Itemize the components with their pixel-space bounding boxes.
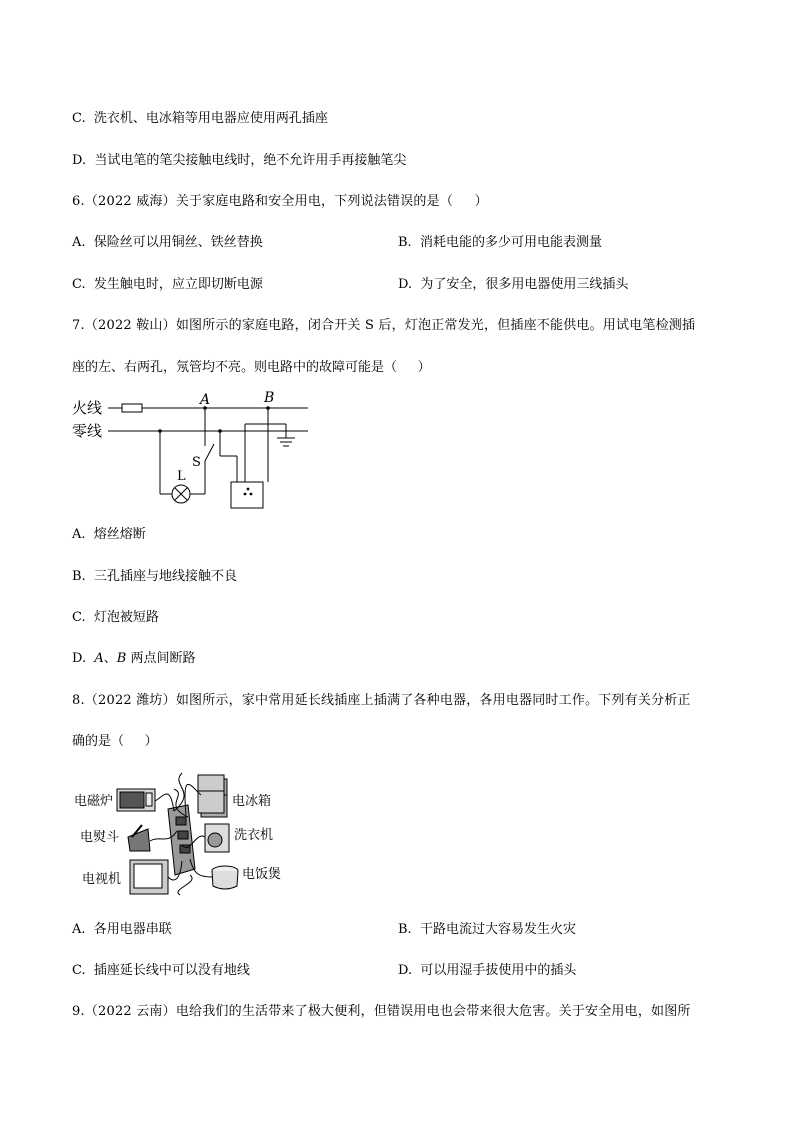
iron-icon: [128, 825, 150, 851]
switch-icon: [205, 444, 214, 461]
q7-stem-line2: 座的左、右两孔，氖管均不亮。则电路中的故障可能是（ ）: [72, 360, 431, 375]
tv-icon: [130, 860, 168, 894]
q7-option-d-prefix: D.: [72, 651, 95, 666]
q7-stem-line1: 7.（2022 鞍山）如图所示的家庭电路，闭合开关 S 后，灯泡正常发光，但插座不能供电。用试电笔检测插: [72, 318, 696, 333]
prev-option-d: D. 当试电笔的笔尖接触电线时，绝不允许用手再接触笔尖: [72, 153, 407, 168]
q6-option-c: C. 发生触电时，应立即切断电源: [72, 277, 263, 292]
point-a-label: A: [200, 392, 211, 408]
fuse-icon: [122, 404, 142, 412]
q7-option-c: C. 灯泡被短路: [72, 610, 159, 625]
q6-option-b: B. 消耗电能的多少可用电能表测量: [398, 235, 602, 250]
fridge-label: 电冰箱: [232, 794, 272, 809]
lamp-label: L: [177, 469, 186, 484]
tv-label: 电视机: [82, 872, 122, 887]
washing-machine-label: 洗衣机: [234, 828, 274, 843]
q7-option-b: B. 三孔插座与地线接触不良: [72, 569, 237, 584]
q7-option-d-point-b: B: [116, 651, 127, 666]
q7-option-d-separator: 、: [103, 651, 117, 666]
q9-stem-line1: 9.（2022 云南）电给我们的生活带来了极大便利，但错误用电也会带来很大危害。关于安全用电，如图所: [72, 1004, 691, 1019]
q6-stem: 6.（2022 威海）关于家庭电路和安全用电，下列说法错误的是（ ）: [72, 194, 488, 209]
q7-circuit-diagram: [70, 388, 340, 513]
switch-label: S: [192, 455, 201, 470]
induction-cooker-icon: [117, 789, 155, 811]
socket-icon: [231, 482, 263, 508]
q8-option-b: B. 干路电流过大容易发生火灾: [398, 922, 576, 937]
iron-label: 电熨斗: [80, 830, 120, 845]
neutral-wire-label: 零线: [72, 422, 103, 440]
prev-option-c: C. 洗衣机、电冰箱等用电器应使用两孔插座: [72, 111, 328, 126]
q7-option-d-suffix: 两点间断路: [126, 651, 196, 666]
rice-cooker-icon: [212, 866, 238, 889]
rice-cooker-label: 电饭煲: [242, 867, 282, 882]
washing-machine-icon: [205, 824, 229, 852]
q7-option-d-point-a: A: [94, 651, 104, 666]
q6-option-d: D. 为了安全，很多用电器使用三线插头: [398, 277, 629, 292]
q6-option-a: A. 保险丝可以用铜丝、铁丝替换: [72, 235, 263, 250]
live-wire-label: 火线: [72, 399, 103, 417]
q7-option-d: [72, 651, 195, 667]
q7-option-a: A. 熔丝熔断: [72, 527, 146, 542]
q8-stem-line2: 确的是（ ）: [72, 734, 158, 749]
q8-option-d: D. 可以用湿手拔使用中的插头: [398, 963, 577, 978]
q8-option-c: C. 插座延长线中可以没有地线: [72, 963, 250, 978]
q8-option-a: A. 各用电器串联: [72, 922, 172, 937]
point-b-label: B: [264, 390, 275, 406]
q8-appliance-figure: [70, 765, 292, 900]
induction-cooker-label: 电磁炉: [74, 794, 114, 809]
q8-stem-line1: 8.（2022 潍坊）如图所示，家中常用延长线插座上插满了各种电器，各用电器同时工作。下列有关分析正: [72, 693, 691, 708]
fridge-icon: [198, 775, 227, 817]
